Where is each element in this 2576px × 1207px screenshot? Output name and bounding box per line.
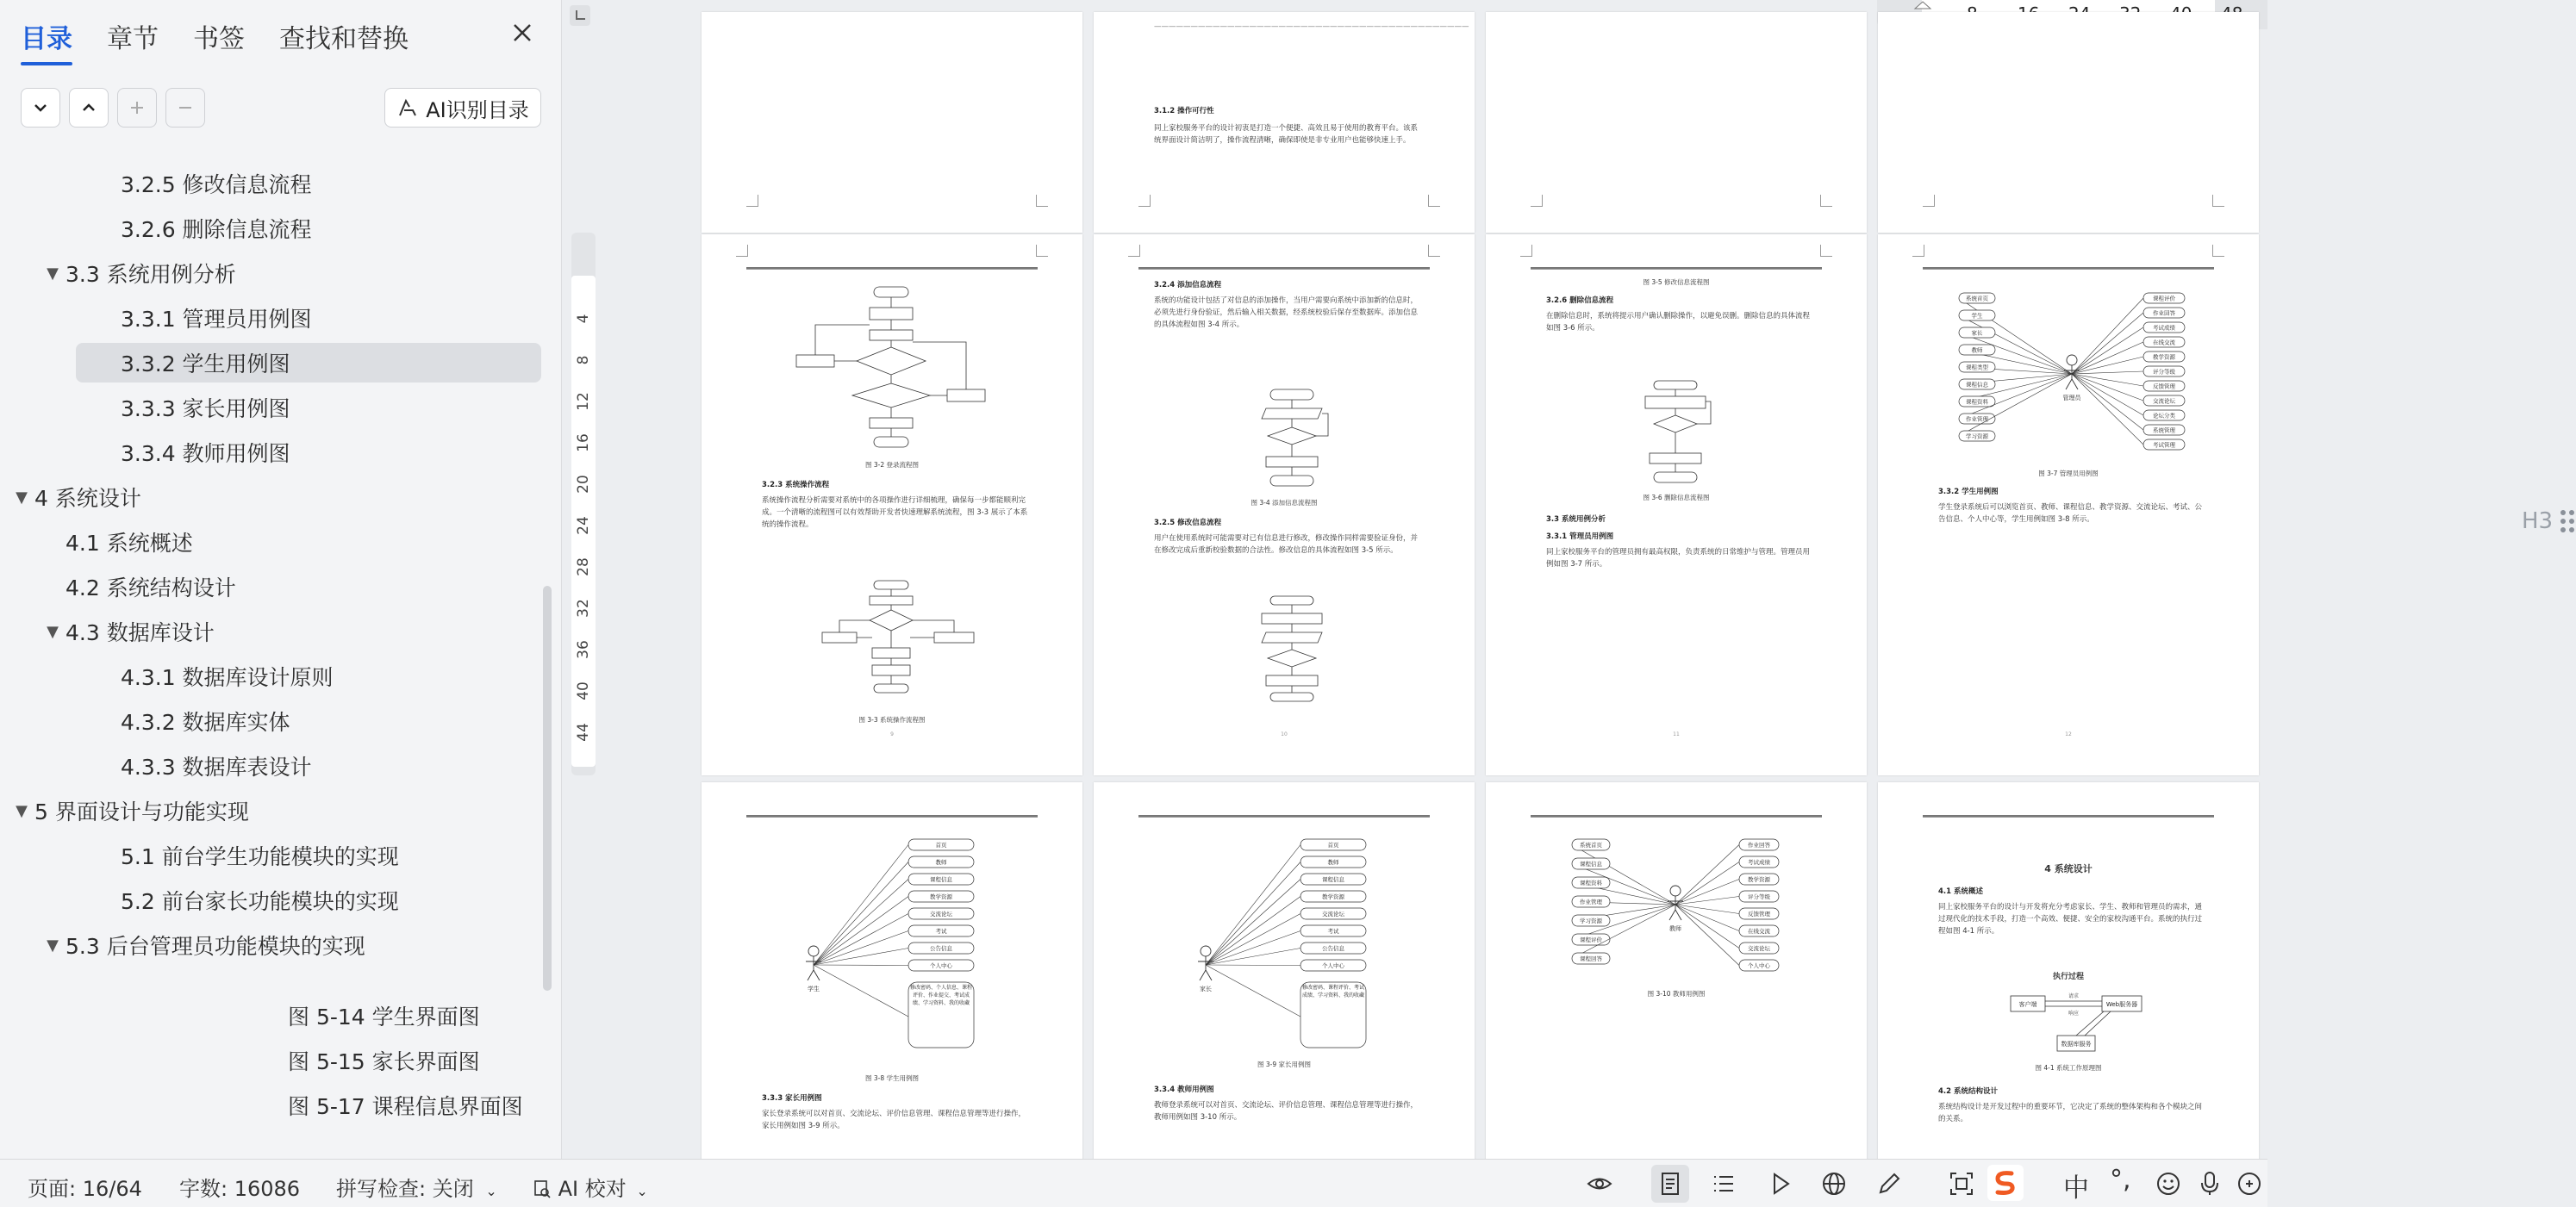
- client-node-label: 客户端: [2018, 1001, 2037, 1008]
- association-line: [1675, 905, 1739, 931]
- ruler-corner-icon: [570, 5, 590, 26]
- toc-item-label: 图 5-14 学生界面图: [288, 1005, 480, 1030]
- collapse-all-button[interactable]: [21, 88, 60, 128]
- margin-corner: [1820, 195, 1832, 207]
- actor-label: 管理员: [2062, 395, 2081, 401]
- paragraph: 同上家校服务平台的管理员拥有最高权限，负责系统的日常维护与管理。管理员用例如图 3-7 所示。: [1546, 548, 1811, 569]
- ruler-toggle-button[interactable]: [570, 5, 590, 26]
- paragraph: 系统结构设计是开发过程中的重要环节，它决定了系统的整体架构和各个模块之间的关系。: [1938, 1103, 2203, 1123]
- page-header-rule: [1138, 267, 1430, 270]
- use-case-label: 系统首页: [1966, 295, 1988, 302]
- association-line: [814, 965, 908, 966]
- parent-usecase-diagram: [1188, 836, 1404, 1051]
- ruler-tick-label: 20: [575, 475, 592, 494]
- use-case-label: 考试成绩: [2153, 324, 2175, 332]
- margin-corner: [1036, 245, 1048, 257]
- use-case-label: 作业回答: [2153, 309, 2175, 317]
- association-line: [2072, 374, 2143, 401]
- expand-caret-icon[interactable]: ▼: [47, 622, 59, 641]
- use-case-label: 家长: [1971, 329, 1983, 337]
- toc-item-label: 3.3.1 管理员用例图: [121, 307, 312, 332]
- toc-item[interactable]: [40, 253, 236, 293]
- toc-toolbar: [21, 88, 205, 128]
- margin-corner: [1428, 245, 1440, 257]
- figure-caption: 图 3-2 登录流程图: [864, 461, 920, 469]
- page-header-rule: [746, 815, 1038, 818]
- use-case-label: 交流论坛: [1322, 911, 1344, 918]
- association-line: [1572, 845, 1675, 905]
- expand-caret-icon[interactable]: ▼: [16, 801, 28, 820]
- use-case-label: 在线交流: [1748, 928, 1770, 935]
- association-line: [2072, 298, 2143, 374]
- use-case-label: 论坛分类: [2153, 412, 2175, 420]
- toc-item-label: 4.3.1 数据库设计原则: [121, 665, 334, 690]
- ruler-tick-label: 28: [575, 557, 592, 576]
- document-canvas[interactable]: [675, 22, 2554, 1159]
- margin-corner: [1520, 245, 1532, 257]
- paragraph: 家长登录系统可以对首页、交流论坛、评价信息管理、课程信息管理等进行操作，家长用例如图 3-9 所示。: [762, 1110, 1026, 1130]
- figure-caption: 图 4-1 系统工作原理图: [2035, 1064, 2102, 1072]
- association-line: [2072, 342, 2143, 374]
- use-case-label: 教师: [935, 859, 947, 866]
- toc-item-label: 5.3 后台管理员功能模块的实现: [65, 934, 365, 959]
- vertical-ruler-area: [563, 0, 675, 1159]
- paragraph: 用户在使用系统时可能需要对已有信息进行修改，修改操作同样需要验证身份，并在修改完成后重新校验数据的合法性。修改信息的具体流程如图 3-5 所示。: [1154, 534, 1419, 555]
- expand-caret-icon[interactable]: ▼: [47, 936, 59, 955]
- section-heading: 3.1.2 操作可行性: [1154, 107, 1214, 115]
- toc-item-label: 图 5-17 课程信息界面图: [288, 1094, 523, 1119]
- figure-caption: 图 3-7 管理员用例图: [2038, 470, 2099, 477]
- toc-item[interactable]: [288, 1041, 480, 1080]
- margin-corner: [1036, 195, 1048, 207]
- toc-item-label: 3.2.5 修改信息流程: [121, 172, 312, 197]
- expand-all-button[interactable]: [69, 88, 109, 128]
- association-line: [2072, 357, 2143, 374]
- chevron-down-icon: ⌄: [485, 1183, 497, 1199]
- use-case-label: 课程信息: [1966, 381, 1988, 389]
- close-icon[interactable]: [508, 19, 536, 47]
- page-header-rule: [1531, 267, 1822, 270]
- chevron-up-icon: [79, 98, 98, 117]
- toc-item[interactable]: [121, 298, 312, 338]
- margin-corner: [1531, 195, 1543, 207]
- section-heading: 3.3 系统用例分析: [1546, 515, 1606, 524]
- page-header-rule: [1531, 815, 1822, 818]
- association-line: [1206, 931, 1300, 966]
- ai-toc-button[interactable]: [384, 88, 541, 128]
- use-case-label: 评分等级: [1748, 893, 1770, 900]
- toc-item-label: 3.3.3 家长用例图: [121, 396, 290, 421]
- use-case-label: 课程资料: [1580, 880, 1602, 887]
- ai-sparkle-icon: [396, 96, 419, 119]
- toc-item-label: 4.2 系统结构设计: [65, 576, 236, 600]
- association-line: [1675, 845, 1739, 905]
- section-heading: 4.2 系统结构设计: [1938, 1087, 1999, 1096]
- web-view-icon[interactable]: [1820, 1170, 1848, 1198]
- use-case-label: 教师: [1327, 859, 1339, 866]
- toc-item[interactable]: [76, 343, 541, 383]
- association-line: [1206, 965, 1300, 966]
- toc-item-label: 4.3.2 数据库实体: [121, 710, 290, 735]
- login-flowchart: [788, 282, 995, 454]
- actor-label: 教师: [1669, 925, 1681, 932]
- navigation-pane: [0, 0, 562, 1159]
- use-case-label: 反馈管理: [1748, 911, 1770, 918]
- association-line: [814, 914, 908, 966]
- use-case-label: 反馈管理: [2153, 383, 2175, 390]
- toc-item[interactable]: [9, 791, 249, 831]
- paragraph: 学生登录系统后可以浏览首页、教师、课程信息、教学资源、交流论坛、考试、公告信息、个人中心等，学生用例如图 3-8 所示。: [1938, 503, 2203, 524]
- figure-caption: 图 3-9 家长用例图: [1257, 1061, 1312, 1068]
- section-heading: 3.2.5 修改信息流程: [1154, 519, 1222, 527]
- use-case-label: 交流论坛: [1748, 945, 1770, 952]
- paragraph: ———————————————————————————————————————————: [1154, 22, 1469, 31]
- chevron-down-icon: [31, 98, 50, 117]
- toc-item[interactable]: [288, 1086, 523, 1125]
- margin-corner: [1428, 195, 1440, 207]
- page-13: [702, 782, 1082, 1179]
- delete-info-flowchart: [1628, 379, 1723, 487]
- edge-label: 响应: [2068, 1011, 2080, 1017]
- section-heading: 3.2.4 添加信息流程: [1154, 281, 1222, 289]
- page-view-button[interactable]: [1651, 1165, 1689, 1203]
- actor-label: 家长: [1200, 986, 1212, 992]
- association-line: [814, 862, 908, 966]
- toc-item[interactable]: [121, 164, 312, 203]
- paragraph: 系统的功能设计包括了对信息的添加操作，当用户需要向系统中添加新的信息时，必须先进行身份验证，然后输入相关数据，经系统校验后保存至数据库。添加信息的具体流程如图 3-4 所示。: [1154, 296, 1419, 329]
- ime-language-indicator[interactable]: 中: [2063, 1173, 2089, 1204]
- add-heading-button[interactable]: [117, 88, 157, 128]
- page-number: 12: [2065, 731, 2072, 737]
- drag-handle-icon[interactable]: [2559, 508, 2576, 534]
- association-line: [814, 931, 908, 966]
- page-number: 10: [1281, 731, 1288, 737]
- page-number: 11: [1673, 731, 1680, 737]
- use-case-label: 公告信息: [930, 945, 952, 952]
- use-case-label: 作业管理: [1580, 899, 1602, 905]
- sogou-logo-icon: [1987, 1165, 2024, 1201]
- ai-toc-label: AI识别目录: [426, 97, 529, 122]
- student-usecase-diagram: [796, 836, 1012, 1051]
- figure-caption: 图 3-10 教师用例图: [1647, 990, 1706, 998]
- page-header-rule: [1923, 815, 2214, 818]
- ruler-tick-label: 16: [575, 433, 592, 452]
- page-7: [1486, 12, 1867, 233]
- use-case-label: 考试成绩: [1748, 859, 1770, 866]
- use-case-label: 教学资源: [1322, 893, 1344, 900]
- admin-usecase-diagram: [1955, 289, 2188, 458]
- paragraph: 同上家校服务平台的设计与开发将充分考虑家长、学生、教师和管理员的需求，通过现代化的技术手段，打造一个高效、便捷、安全的家校沟通平台。系统的执行过程如图 4-1 所示。: [1938, 903, 2203, 936]
- association-line: [814, 965, 908, 1017]
- association-line: [2072, 327, 2143, 374]
- ruler-tick-label: 24: [575, 516, 592, 535]
- margin-corner: [1912, 245, 1924, 257]
- toc-item-label: 5.2 前台家长功能模块的实现: [121, 889, 399, 914]
- ai-proofread-label: AI 校对: [558, 1177, 627, 1201]
- section-heading: 3.3.1 管理员用例图: [1546, 532, 1614, 541]
- use-case-label: 公告信息: [1322, 945, 1344, 952]
- outline-view-icon[interactable]: [1710, 1170, 1737, 1198]
- plus-icon: [128, 98, 147, 117]
- chapter-title: 4 系统设计: [2044, 863, 2093, 874]
- page-number: 9: [890, 731, 894, 737]
- use-case-label: 学生: [1971, 312, 1983, 320]
- add-info-flowchart: [1249, 388, 1335, 491]
- association-line: [2072, 313, 2143, 374]
- toc-item[interactable]: [121, 880, 399, 920]
- toc-item-label: 4 系统设计: [34, 486, 141, 511]
- nav-tabs: [21, 14, 409, 65]
- toc-item[interactable]: [121, 208, 312, 248]
- use-case-box-text: 修改密码、个人信息、课程评价、作业提交、考试成绩、学习资料、我的收藏: [910, 985, 973, 1006]
- use-case-label: 课程信息: [930, 876, 952, 883]
- operation-flowchart: [822, 579, 977, 700]
- eye-icon[interactable]: [1586, 1170, 1613, 1198]
- association-line: [1206, 897, 1300, 966]
- modify-info-flowchart: [1249, 594, 1335, 706]
- section-heading: 3.3.3 家长用例图: [762, 1094, 822, 1103]
- figure-caption: 图 3-8 学生用例图: [864, 1074, 920, 1082]
- actor-label: 学生: [808, 986, 820, 992]
- margin-corner: [746, 195, 758, 207]
- figure-caption: 图 3-3 系统操作流程图: [858, 716, 926, 724]
- heading-level-marker: H3: [2522, 508, 2554, 534]
- use-case-label: 系统管理: [2153, 426, 2175, 434]
- page-12: [1878, 234, 2259, 775]
- use-case-label: 学习资源: [1966, 432, 1988, 440]
- association-line: [1675, 862, 1739, 905]
- use-case-label: 个人中心: [1748, 962, 1770, 969]
- use-case-label: 交流论坛: [930, 911, 952, 918]
- ruler-tick-label: 40: [575, 681, 592, 700]
- actor-figure: [1668, 886, 1683, 920]
- use-case-label: 个人中心: [930, 962, 952, 969]
- diagram-title: 执行过程: [2052, 973, 2084, 981]
- toc-item-label: 3.3.2 学生用例图: [121, 352, 290, 376]
- use-case-label: 课程评价: [1580, 936, 1602, 943]
- use-case-label: 评分等级: [2153, 368, 2175, 376]
- toc-item-label: 4.3.3 数据库表设计: [121, 755, 312, 780]
- minus-icon: [176, 98, 195, 117]
- toc-item[interactable]: [121, 746, 312, 786]
- tab-chapters[interactable]: 章节: [107, 24, 159, 54]
- expand-caret-icon[interactable]: ▼: [16, 488, 28, 507]
- page-counter[interactable]: 页面: 16/64: [28, 1177, 142, 1201]
- page-header-rule: [1138, 815, 1430, 818]
- use-case-label: 学习资源: [1580, 918, 1602, 924]
- use-case-label: 首页: [935, 842, 947, 849]
- toc-item-label: 3.3.4 教师用例图: [121, 441, 290, 466]
- spell-check-label: 拼写检查: 关闭: [336, 1177, 474, 1201]
- use-case-label: 作业回答: [1748, 842, 1770, 849]
- vertical-ruler[interactable]: [571, 233, 596, 775]
- use-case-box-text: 修改密码、课程评价、考试成绩、学习资料、我的收藏: [1302, 985, 1365, 999]
- toc-item[interactable]: [121, 656, 334, 696]
- association-line: [1206, 949, 1300, 966]
- page-6: [1094, 12, 1475, 233]
- toc-item[interactable]: [121, 701, 290, 741]
- use-case-label: 课程回答: [1580, 955, 1602, 962]
- use-case-label: 课程类型: [1966, 364, 1988, 371]
- emoji-icon[interactable]: [2155, 1170, 2182, 1198]
- db-node-label: 数据库服务: [2061, 1041, 2092, 1048]
- remove-heading-button[interactable]: [165, 88, 205, 128]
- status-bar: [0, 1159, 2267, 1207]
- association-line: [1675, 905, 1739, 949]
- punctuation-icon[interactable]: °,: [2110, 1165, 2131, 1195]
- ai-proofread-button[interactable]: [533, 1172, 648, 1202]
- page-11: [1486, 234, 1867, 775]
- association-line: [1675, 905, 1739, 966]
- association-line: [814, 880, 908, 966]
- figure-caption: 图 3-6 删除信息流程图: [1643, 494, 1710, 501]
- spell-check-toggle[interactable]: [336, 1172, 497, 1202]
- page-header-rule: [1923, 267, 2214, 270]
- page-9: [702, 234, 1082, 775]
- page-view-icon: [1656, 1170, 1684, 1198]
- paragraph: 系统操作流程分析需要对系统中的各项操作进行详细梳理，确保每一步都能顺利完成。一个清晰的流程图可以有效帮助开发者快速理解系统流程，图 3-3 展示了本系统的操作流程。: [762, 496, 1028, 529]
- margin-corner: [1923, 195, 1935, 207]
- figure-caption: 图 3-5 修改信息流程图: [1643, 278, 1710, 286]
- fit-screen-icon[interactable]: [1948, 1170, 1975, 1198]
- use-case-label: 课程信息: [1580, 861, 1602, 868]
- association-line: [1206, 880, 1300, 966]
- page-5: [702, 12, 1082, 233]
- section-heading: 3.3.4 教师用例图: [1154, 1086, 1214, 1094]
- use-case-label: 教学资源: [2153, 353, 2175, 361]
- margin-corner: [736, 245, 748, 257]
- margin-corner: [2212, 245, 2224, 257]
- association-line: [1675, 897, 1739, 905]
- section-heading: 3.3.2 学生用例图: [1938, 488, 1999, 496]
- toc-scrollbar[interactable]: [543, 586, 552, 991]
- page-header-rule: [746, 267, 1038, 270]
- tab-bookmarks[interactable]: 书签: [193, 24, 245, 54]
- association-line: [1206, 914, 1300, 966]
- toc-item[interactable]: [65, 522, 193, 562]
- input-method-logo[interactable]: [1987, 1165, 2024, 1201]
- paragraph: 在删除信息时，系统将提示用户确认删除操作，以避免误删。删除信息的具体流程如图 3-6 所示。: [1546, 312, 1811, 333]
- association-line: [1675, 905, 1739, 914]
- toc-item[interactable]: [288, 996, 480, 1036]
- toc-item-label: 5.1 前台学生功能模块的实现: [121, 844, 399, 869]
- use-case-label: 考试管理: [2153, 441, 2175, 449]
- margin-corner: [1820, 245, 1832, 257]
- figure-caption: 图 3-4 添加信息流程图: [1251, 499, 1318, 507]
- association-line: [2072, 374, 2143, 430]
- page-8: [1878, 12, 2259, 233]
- use-case-label: 考试: [1327, 928, 1339, 935]
- tab-find-replace[interactable]: 查找和替换: [279, 24, 409, 54]
- page-14: [1094, 782, 1475, 1179]
- system-architecture-diagram: [2007, 984, 2145, 1056]
- paragraph: 教师登录系统可以对首页、交流论坛、评价信息管理、课程信息管理等进行操作，教师用例如图 3-10 所示。: [1154, 1101, 1419, 1122]
- use-case-label: 交流论坛: [2153, 397, 2175, 405]
- pen-icon[interactable]: [1875, 1170, 1903, 1198]
- toc-item-label: 3.2.6 删除信息流程: [121, 217, 312, 242]
- section-heading: 3.2.6 删除信息流程: [1546, 296, 1614, 305]
- play-icon[interactable]: [1767, 1170, 1794, 1198]
- margin-corner: [1138, 195, 1151, 207]
- tab-toc[interactable]: 目录: [21, 17, 72, 62]
- teacher-usecase-diagram: [1555, 836, 1796, 982]
- ruler-tick-label: 4: [575, 314, 592, 324]
- margin-corner: [2212, 195, 2224, 207]
- association-line: [1206, 965, 1300, 1017]
- toc-item-label: 5 界面设计与功能实现: [34, 799, 249, 824]
- toc-item[interactable]: [9, 477, 141, 517]
- server-node-label: Web服务器: [2105, 1001, 2138, 1008]
- association-line: [814, 949, 908, 966]
- section-heading: 4.1 系统概述: [1938, 887, 1984, 896]
- edge-label: 请求: [2068, 993, 2080, 999]
- toc-item[interactable]: [121, 432, 290, 472]
- microphone-icon[interactable]: [2196, 1170, 2224, 1198]
- use-case-label: 首页: [1327, 842, 1339, 849]
- paragraph: 同上家校服务平台的设计初衷是打造一个便捷、高效且易于使用的教育平台。该系统界面设计简洁明了，操作流程清晰，确保即使是非专业用户也能够快速上手。: [1154, 124, 1419, 145]
- use-case-label: 教学资源: [930, 893, 952, 900]
- ruler-tick-label: 12: [575, 392, 592, 411]
- toc-item[interactable]: [40, 612, 215, 651]
- page-10: [1094, 234, 1475, 775]
- ruler-tick-label: 36: [575, 640, 592, 659]
- word-count[interactable]: 字数: 16086: [179, 1177, 301, 1201]
- use-case-label: 课程资料: [1966, 398, 1988, 406]
- ruler-tick-label: 32: [575, 599, 592, 618]
- use-case-label: 教学资源: [1748, 876, 1770, 883]
- ruler-tick-label: 8: [575, 355, 592, 365]
- section-heading: 3.2.3 系统操作流程: [762, 481, 830, 489]
- toc-item[interactable]: [121, 836, 399, 875]
- association-line: [1206, 862, 1300, 966]
- association-line: [1206, 845, 1300, 966]
- chevron-down-icon: ⌄: [636, 1183, 648, 1199]
- toc-item[interactable]: [121, 388, 290, 427]
- page-16: [1878, 782, 2259, 1179]
- proofread-icon: [533, 1179, 552, 1198]
- more-icon[interactable]: [2236, 1170, 2263, 1198]
- use-case-label: 课程评价: [2153, 295, 2175, 302]
- association-line: [814, 897, 908, 966]
- toc-item-label: 图 5-15 家长界面图: [288, 1049, 480, 1074]
- margin-corner: [1128, 245, 1140, 257]
- use-case-label: 课程信息: [1322, 876, 1344, 883]
- toc-item-label: 4.3 数据库设计: [65, 620, 215, 645]
- use-case-label: 个人中心: [1322, 962, 1344, 969]
- toc-item[interactable]: [65, 567, 236, 607]
- use-case-label: 系统首页: [1580, 842, 1602, 849]
- toc-item-label: 3.3 系统用例分析: [65, 262, 236, 287]
- ruler-tick-label: 44: [575, 723, 592, 742]
- expand-caret-icon[interactable]: ▼: [47, 264, 59, 283]
- page-15: [1486, 782, 1867, 1179]
- use-case-label: 教师: [1971, 346, 1983, 354]
- use-case-label: 作业管理: [1966, 415, 1988, 423]
- toc-item-label: 4.1 系统概述: [65, 531, 193, 556]
- association-line: [814, 845, 908, 966]
- toc-item[interactable]: [40, 925, 365, 965]
- use-case-label: 在线交流: [2153, 339, 2175, 346]
- use-case-label: 考试: [935, 928, 947, 935]
- association-line: [2072, 371, 2143, 374]
